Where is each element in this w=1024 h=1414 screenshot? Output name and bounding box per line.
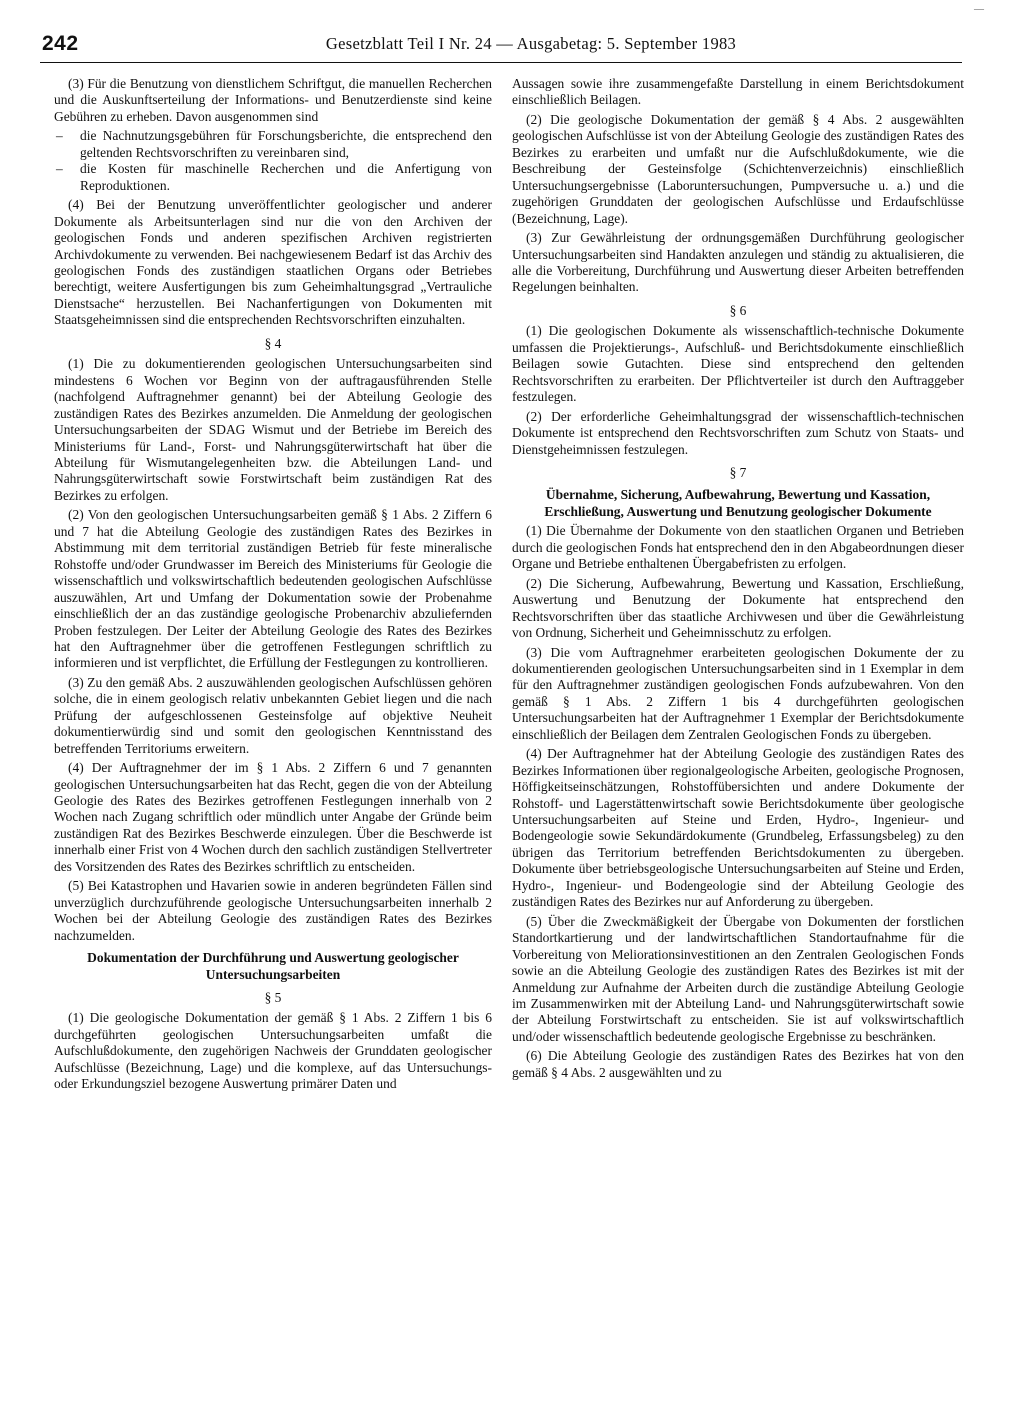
paragraph-4-2: (2) Von den geologischen Untersuchungsarbeiten gemäß § 1 Abs. 2 Ziffern 6 und 7 hat die Abteilung Geologie des zuständigen Rates des Bezirkes in Abstimmung mit dem territorial zuständigen Betrieb für feste mineralische Rohstoffe und/oder Grundwasser im Bereich des Ministeriums für Geologie die wissenschaftlich und volkswirtschaftlich bedeutenden geologischen Aufschlüsse auszuwählen, Art und Umfang der Dokumentation sowie der Probenahme einschließlich der an das zuständige geologische Probenarchiv abzuliefernden Proben festzulegen. Der Leiter der Abteilung Geologie des Rates des Bezirkes hat den Auftragnehmer über die getroffenen Festlegungen schriftlich zu informieren und ist verpflichtet, die Erfüllung der Festlegungen zu kontrollieren. (54, 507, 492, 671)
left-column (54, 76, 492, 1096)
paragraph-5-3: (3) Zur Gewährleistung der ordnungsgemäßen Durchführung geologischer Untersuchungsarbeiten sind Handakten anzulegen und ständig zu aktualisieren, die alle die Vorbereitung, Durchführung und Auswertung dieser Arbeiten betreffenden Regelungen beinhalten. (512, 230, 964, 295)
page-number: 242 (42, 32, 79, 55)
paragraph-7-4: (4) Der Auftragnehmer hat der Abteilung Geologie des zuständigen Rates des Bezirkes Informationen über regionalgeologische Arbeiten, geologische Prognosen, Höffigkeitseinschätzungen, Rohstoffübersichten und andere Dokumente der Rohstoff- und Lagerstättenwirtschaft sowie Berichtsdokumente über geologische Untersuchungsarbeiten auf Steine und Erden, Hydro-, Ingenieur- und Bodengeologie sowie Sekundärdokumente (Grundbeleg, Erfassungsbeleg) zu den übrigen das Territorium betreffenden Berichtsdokumenten zu übergeben. Dokumente über betriebsgeologische Untersuchungsarbeiten auf Steine und Erden, Hydro-, Ingenieur- und Bodengeologie sind der Abteilung Geologie des zuständigen Rates des Bezirkes nur auf Anforderung zu übergeben. (512, 746, 964, 910)
paragraph-4-5: (5) Bei Katastrophen und Havarien sowie in anderen begründeten Fällen sind unverzüglich durchzuführende geologische Untersuchungsarbeiten innerhalb 2 Wochen bei der Abteilung Geologie des zuständigen Rates des Bezirkes nachzumelden. (54, 878, 492, 943)
paragraph-6-2: (2) Der erforderliche Geheimhaltungsgrad der wissenschaftlich-technischen Dokumente ist entsprechend den Rechtsvorschriften zum Schutz von Staats- und Dienstgeheimnissen festzulegen. (512, 408, 964, 457)
paragraph-6-1: (1) Die geologischen Dokumente als wissenschaftlich-technische Dokumente umfassen die Projektierungs-, Aufschluß- und Berichtsdokumente einschließlich Beilagen sowie Gutachten. Diese sind entsprechend den geltenden Rechtsvorschriften zu erarbeiten. Der Pflichtverteiler ist durch den Auftraggeber festzulegen. (512, 323, 964, 405)
paragraph-3-3: (3) Für die Benutzung von dienstlichem Schriftgut, die manuellen Recherchen und die Auskunftserteilung der Informations- und Benutzerdienste sind keine Gebühren zu erheben. Davon ausgenommen sind (54, 76, 492, 124)
paragraph-4-1: (1) Die zu dokumentierenden geologischen Untersuchungsarbeiten sind mindestens 6 Wochen vor Beginn von der auftragausführenden Stelle (nachfolgend Auftragnehmer genannt) bei der Abteilung Geologie des zuständigen Rates des Bezirkes anzumelden. Die Anmeldung der geologischen Untersuchungsarbeiten der SDAG Wismut und der Betriebe im Bereich des Ministeriums für Land-, Forst- und Nahrungsgüterwirtschaft hat über die Abteilung für Wismutangelegenheiten bzw. die Abteilungen Land- und Nahrungsgüterwirtschaft sowie Forstwirtschaft beim zuständigen Rat des Bezirkes zu erfolgen. (54, 356, 492, 503)
paragraph-7-6: (6) Die Abteilung Geologie des zuständigen Rates des Bezirkes hat von den gemäß § 4 Abs. 2 ausgewählten und zu (512, 1048, 964, 1080)
section-7-heading: § 7 (729, 464, 747, 480)
section-7-title: Übernahme, Sicherung, Aufbewahrung, Bewertung und Kassation, Erschließung, Auswertung und Benutzung geologischer Dokumente (544, 487, 932, 519)
list-item-text: die Nachnutzungsgebühren für Forschungsberichte, die entsprechend den geltenden Rechtsvorschriften zu vereinbaren sind, (80, 128, 492, 160)
corner-scan-mark: — (974, 4, 984, 15)
list-item-text: die Kosten für maschinelle Recherchen und die Anfertigung von Reproduktionen. (80, 161, 492, 193)
paragraph-4-3: (3) Zu den gemäß Abs. 2 auszuwählenden geologischen Aufschlüssen gehören solche, die in einem geologisch relativ unbekannten Gebiet liegen und die nach Prüfung der aufgeschlossenen Gesteinsfolge auf objektive Neuheit dokumentierwürdig sind und somit den geologischen Kenntnisstand des betreffenden Territoriums erweitern. (54, 674, 492, 756)
paragraph-7-2: (2) Die Sicherung, Aufbewahrung, Bewertung und Kassation, Erschließung, Auswertung und Benutzung der Dokumente hat entsprechend den Rechtsvorschriften über das staatliche Archivwesen und über die Gewährleistung von Ordnung, Sicherheit und Geheimnisschutz zu erfolgen. (512, 575, 964, 641)
paragraph-7-5: (5) Über die Zweckmäßigkeit der Übergabe von Dokumenten der forstlichen Standortkartierung und der landwirtschaftlichen Standortaufnahme für die Vorbereitung von Meliorationsinvestitionen an den Zentralen Geologischen Fonds sowie an die Abteilung Geologie des zuständigen Rates des Bezirkes ist mit der Anmeldung zur Aufnahme der Arbeiten durch die zuständige Abteilung Geologie im Zusammenwirken mit der Abteilung Land- und Nahrungsgüterwirtschaft sowie der Abteilung Forstwirtschaft zu entscheiden. Sie ist auf volkswirtschaftlich und/oder wissenschaftlich bedeutende geologische Ergebnisse zu beschränken. (512, 913, 964, 1044)
paragraph-5-1: (1) Die geologische Dokumentation der gemäß § 1 Abs. 2 Ziffern 1 bis 6 durchgeführten geologischen Untersuchungsarbeiten umfaßt die Aufschlußdokumente, den zugehörigen Nachweis der Grunddaten geologischer Aufschlüsse (Bezeichnung, Lage) und die komplexe, auf das Untersuchungs- oder Erkundungsziel bezogene Auswertung primärer Daten und (54, 1010, 492, 1092)
paragraph-3-4: (4) Bei der Benutzung unveröffentlichter geologischer und anderer Dokumente als Arbeitsunterlagen sind nur die von den Archiven der geologischen Fonds und anderen spezifischen Archiven registrierten Archivdokumente zu verwenden. Bei nachgewiesenem Bedarf ist das Archiv des geologischen Fonds des zuständigen staatlichen Organs oder Betriebes berechtigt, weitere Ausfertigungen bis zum Geheimhaltungsgrad „Vertrauliche Dienstsache“ herzustellen. Bei Nachanfertigungen von Dokumenten mit Staatsgeheimnissen sind die entsprechenden Rechtsvorschriften einzuhalten. (54, 197, 492, 328)
documentation-heading: Dokumentation der Durchführung und Auswertung geologischer Untersuchungsarbeiten (87, 950, 459, 982)
paragraph-5-2: (2) Die geologische Dokumentation der gemäß § 4 Abs. 2 ausgewählten geologischen Aufschlüsse ist von der Abteilung Geologie des zuständigen Rates des Bezirkes zu erarbeiten und umfaßt nur die Aufschlußdokumente, wie die Beschreibung der Gesteinsfolge (Schichtenverzeichnis) einschließlich Untersuchungsergebnisse (Laboruntersuchungen, Pumpversuche u. a.) und die zugehörigen Grunddaten der geologischen Aufschlüsse und Erdaufschlüsse (Bezeichnung, Lage). (512, 111, 964, 226)
paragraph-5-1-continued: Aussagen sowie ihre zusammengefaßte Darstellung in einem Berichtsdokument einschließlich Beilagen. (512, 76, 964, 108)
running-title: Gesetzblatt Teil I Nr. 24 — Ausgabetag: 5. September 1983 (325, 34, 737, 53)
paragraph-7-3: (3) Die vom Auftragnehmer erarbeiteten geologischen Dokumente der zu dokumentierenden geologischen Untersuchungsarbeiten sind in 1 Exemplar in dem für den Auftragnehmer zuständigen geologischen Fonds aufzubewahren. Von den gemäß § 1 Abs. 2 Ziffern 1 bis 4 durchgeführten geologischen Untersuchungsarbeiten hat der Auftragnehmer 1 Exemplar der Berichtsdokumente einschließlich der Beilagen dem Zentralen Geologischen Fonds zu übergeben. (512, 644, 964, 742)
list-item: – die Nachnutzungsgebühren für Forschungsberichte, die entsprechend den geltenden Rechtsvorschriften zu vereinbaren sind, (56, 128, 492, 160)
page-header (40, 24, 962, 63)
exception-list (54, 128, 492, 194)
section-4-heading: § 4 (264, 335, 282, 351)
right-column (512, 76, 964, 1084)
list-item: – die Kosten für maschinelle Recherchen und die Anfertigung von Reproduktionen. (56, 161, 492, 193)
section-5-heading: § 5 (264, 990, 282, 1006)
section-6-heading: § 6 (729, 302, 747, 318)
paragraph-4-4: (4) Der Auftragnehmer der im § 1 Abs. 2 Ziffern 6 und 7 genannten geologischen Untersuchungsarbeiten hat das Recht, gegen die von der Abteilung Geologie des Rates des Bezirkes getroffenen Festlegungen innerhalb von 2 Wochen nach Zugang schriftlich oder mündlich unter Angabe der Gründe beim zuständigen Rat des Bezirkes Beschwerde einzulegen. Über die Beschwerde ist innerhalb einer Frist von 4 Wochen durch den sachlich zuständigen Stellvertreter des Vorsitzenden des Rates des Bezirkes schriftlich zu entscheiden. (54, 760, 492, 874)
paragraph-7-1: (1) Die Übernahme der Dokumente von den staatlichen Organen und Betrieben durch die geologischen Fonds hat entsprechend den in den Abgabeordnungen dieser Organe und Betriebe enthaltenen Übergabefristen zu erfolgen. (512, 523, 964, 572)
